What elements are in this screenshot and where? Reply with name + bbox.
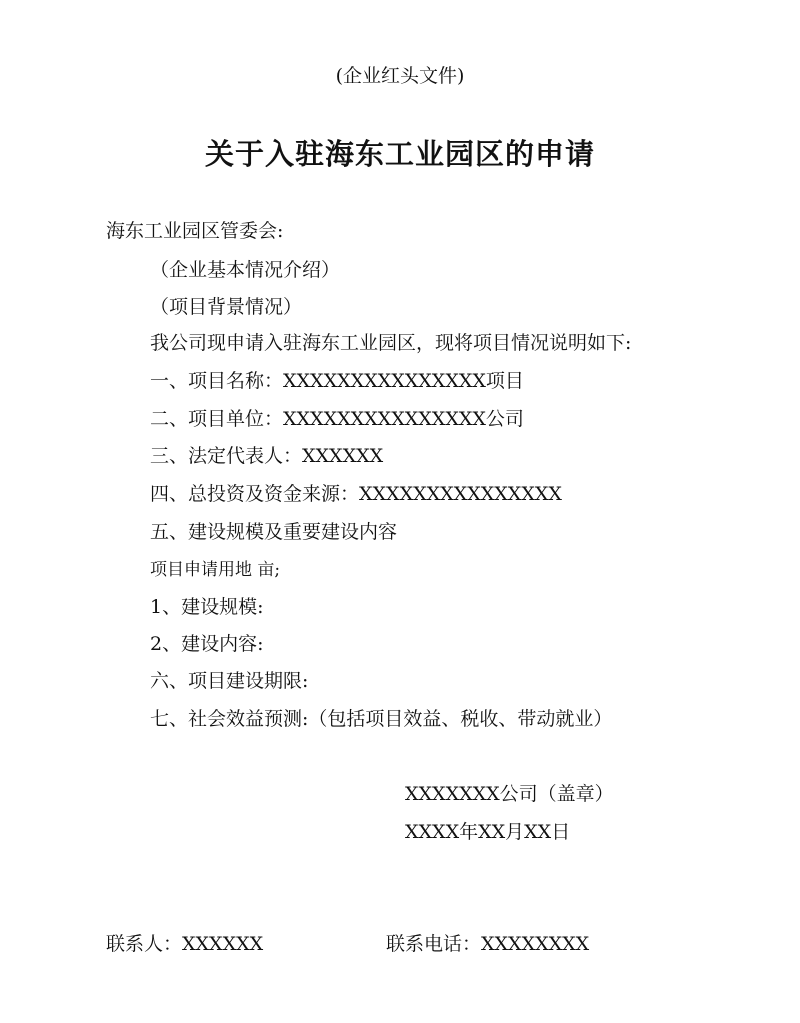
- sub-item-content: 2、建设内容:: [150, 633, 264, 655]
- signature-date: XXXX年XX月XX日: [405, 821, 571, 843]
- item-project-unit: 二、项目单位：XXXXXXXXXXXXXXX公司: [150, 408, 524, 430]
- item-social-benefit: 七、社会效益预测:（包括项目效益、税收、带动就业）: [150, 708, 613, 730]
- addressee: 海东工业园区管委会:: [106, 220, 284, 242]
- document-title: 关于入驻海东工业园区的申请: [204, 137, 595, 171]
- contact-phone: 联系电话：XXXXXXXX: [386, 933, 590, 955]
- item-construction-scale-content: 五、建设规模及重要建设内容: [150, 521, 398, 543]
- item-legal-representative: 三、法定代表人：XXXXXX: [150, 445, 384, 467]
- letterhead-note: (企业红头文件): [335, 65, 465, 87]
- item-construction-period: 六、项目建设期限:: [150, 670, 309, 692]
- intro-project-background: （项目背景情况）: [150, 296, 303, 318]
- item-total-investment: 四、总投资及资金来源：XXXXXXXXXXXXXXX: [150, 483, 562, 505]
- signature-company: XXXXXXX公司（盖章）: [405, 783, 614, 805]
- item-project-name: 一、项目名称：XXXXXXXXXXXXXXX项目: [150, 370, 524, 392]
- intro-company-info: （企业基本情况介绍）: [150, 259, 341, 281]
- contact-person: 联系人：XXXXXX: [106, 933, 264, 955]
- application-statement: 我公司现申请入驻海东工业园区，现将项目情况说明如下:: [150, 332, 632, 354]
- land-use: 项目申请用地 亩;: [150, 560, 281, 580]
- sub-item-scale: 1、建设规模:: [150, 596, 264, 618]
